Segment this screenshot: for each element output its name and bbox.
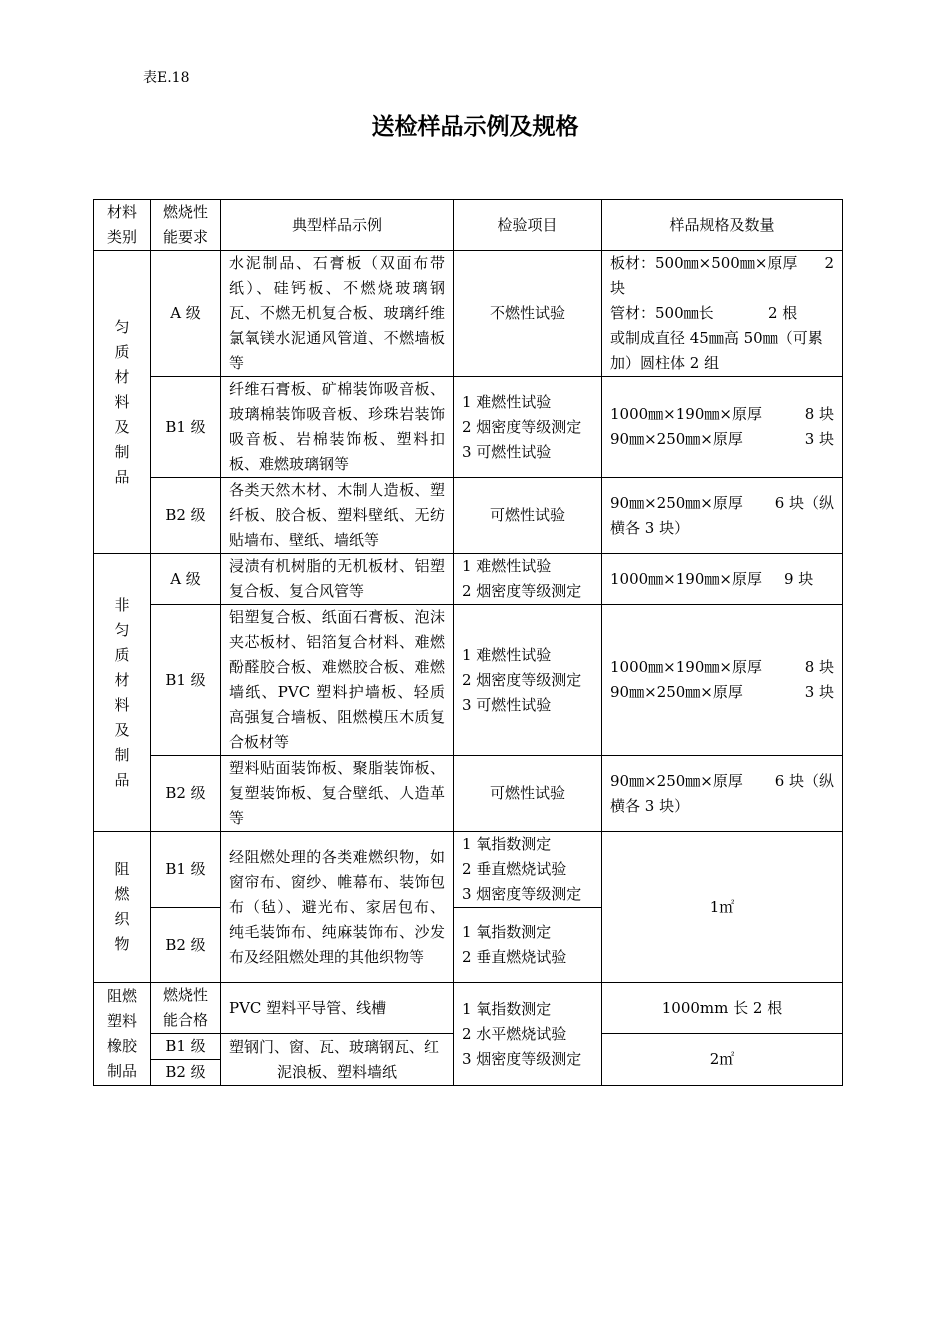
uniform-a-spec-board: 板材：500㎜×500㎜×原厚 [610,254,798,272]
nonuniform-category-text: 非匀质材料及制品 [114,595,130,789]
sample-spec-table [93,199,843,1086]
plastic-b-spec: 2㎡ [602,1034,843,1086]
nonuniform-b1-tests [454,605,602,756]
uniform-b1-spec-line-2 [610,427,834,452]
nonuniform-b1-spec-line-2 [610,680,834,705]
uniform-b2-grade: B2 级 [151,478,221,554]
header-tests: 检验项目 [454,200,602,251]
uniform-a-spec [602,251,843,377]
nonuniform-b2-spec-line-2: 横各 3 块） [610,796,690,815]
header-requirement-line-1: 燃烧性 [162,203,208,221]
plastic-b-examples-line-1: 塑钢门、窗、瓦、玻璃钢瓦、红 [229,1037,440,1056]
nonuniform-b1-spec-size-2: 90㎜×250㎜×原厚 [610,683,743,701]
uniform-b1-test-2: 2 烟密度等级测定 [462,417,582,436]
uniform-a-spec-line-1 [610,251,834,276]
plastic-category-line-3: 橡胶 [106,1037,137,1055]
plastic-qualified-grade-line-1: 燃烧性 [162,986,208,1004]
fabric-b1-test-3: 3 烟密度等级测定 [462,885,582,903]
fabric-b1-tests [454,832,602,908]
fabric-b1-test-1: 1 氧指数测定 [462,835,552,853]
fabric-examples: 经阻燃处理的各类难燃织物，如窗帘布、窗纱、帷幕布、装饰包布（毡）、避光布、家居包布、纯毛装饰布、纯麻装饰布、沙发布及经阻燃处理的其他织物等 [221,832,454,983]
uniform-b2-examples: 各类天然木材、木制人造板、塑纤板、胶合板、塑料壁纸、无纺贴墙布、壁纸、墙纸等 [221,478,454,554]
nonuniform-b2-row [94,756,843,832]
fabric-b2-test-1: 1 氧指数测定 [462,923,552,941]
nonuniform-a-test-2: 2 烟密度等级测定 [462,582,582,600]
header-category-line-2: 类别 [106,228,137,246]
nonuniform-a-spec [602,554,843,605]
uniform-b2-spec-qty: 6 块（纵 [774,493,834,512]
uniform-b2-spec-line-1 [610,491,834,516]
fabric-b1-test-2: 2 垂直燃烧试验 [462,860,567,878]
nonuniform-b1-spec-qty-1: 8 块 [804,658,834,676]
uniform-a-grade: A 级 [151,251,221,377]
plastic-b-examples-line-2: 泥浪板、塑料墙纸 [276,1062,397,1081]
plastic-test-3: 3 烟密度等级测定 [462,1049,582,1068]
nonuniform-a-row [94,554,843,605]
uniform-a-row [94,251,843,377]
plastic-b-examples [221,1034,454,1086]
nonuniform-b2-grade: B2 级 [151,756,221,832]
uniform-a-examples: 水泥制品、石膏板（双面布带纸）、硅钙板、不燃烧玻璃钢瓦、不燃无机复合板、玻璃纤维氯氧镁水泥通风管道、不燃墙板等 [221,251,454,377]
uniform-b2-row [94,478,843,554]
nonuniform-a-test-1: 1 难燃性试验 [462,557,552,575]
uniform-b1-spec-size-2: 90㎜×250㎜×原厚 [610,430,743,448]
plastic-b2-grade: B2 级 [151,1060,221,1086]
plastic-b1-grade: B1 级 [151,1034,221,1060]
nonuniform-b1-examples: 铝塑复合板、纸面石膏板、泡沫夹芯板材、铝箔复合材料、难燃酚醛胶合板、难燃胶合板、难燃墙纸、PVC 塑料护墙板、轻质高强复合墙板、阻燃模压木质复合板材等 [221,605,454,756]
uniform-b1-test-3: 3 可燃性试验 [462,442,552,461]
plastic-category [94,983,151,1086]
nonuniform-b1-spec-size-1: 1000㎜×190㎜×原厚 [610,658,762,676]
plastic-qualified-grade-line-2: 能合格 [162,1011,208,1029]
table-number: 表E.18 [143,70,190,86]
uniform-b1-test-1: 1 难燃性试验 [462,392,552,411]
uniform-b1-spec-size-1: 1000㎜×190㎜×原厚 [610,405,762,423]
uniform-b2-test: 可燃性试验 [454,478,602,554]
uniform-a-test: 不燃性试验 [454,251,602,377]
uniform-a-spec-pipe: 管材：500㎜长 [610,304,714,322]
nonuniform-a-spec-size: 1000㎜×190㎜×原厚 [610,569,762,588]
uniform-b2-spec-line-2: 横各 3 块） [610,518,690,537]
uniform-a-spec-board-qty: 2 [824,254,834,272]
nonuniform-a-examples: 浸渍有机树脂的无机板材、铝塑复合板、复合风管等 [221,554,454,605]
header-category-line-1: 材料 [106,203,137,221]
plastic-qualified-grade [151,983,221,1034]
nonuniform-b2-test: 可燃性试验 [454,756,602,832]
plastic-tests [454,983,602,1086]
fabric-b1-row [94,832,843,908]
uniform-b1-spec-qty-2: 3 块 [804,430,834,448]
nonuniform-b1-test-2: 2 烟密度等级测定 [462,670,582,689]
uniform-b1-row [94,377,843,478]
plastic-category-line-4: 制品 [106,1062,137,1080]
nonuniform-a-spec-line [610,567,834,592]
document-title: 送检样品示例及规格 [371,114,579,140]
fabric-category [94,832,151,983]
uniform-b2-spec-size: 90㎜×250㎜×原厚 [610,493,743,512]
uniform-a-spec-line-3 [610,301,834,326]
plastic-test-1: 1 氧指数测定 [462,999,552,1018]
nonuniform-a-spec-qty: 9 块 [784,569,814,588]
fabric-b2-test-2: 2 垂直燃烧试验 [462,948,567,966]
header-examples: 典型样品示例 [221,200,454,251]
nonuniform-a-grade: A 级 [151,554,221,605]
plastic-category-line-1: 阻燃 [106,987,137,1005]
uniform-a-spec-pipe-qty: 2 根 [768,304,798,322]
fabric-b2-grade: B2 级 [151,908,221,983]
fabric-spec: 1㎡ [602,832,843,983]
uniform-a-spec-unit: 块 [610,279,626,297]
nonuniform-category [94,554,151,832]
nonuniform-b1-spec [602,605,843,756]
nonuniform-b2-examples: 塑料贴面装饰板、聚脂装饰板、复塑装饰板、复合壁纸、人造革等 [221,756,454,832]
nonuniform-b1-grade: B1 级 [151,605,221,756]
uniform-b1-examples: 纤维石膏板、矿棉装饰吸音板、玻璃棉装饰吸音板、珍珠岩装饰吸音板、岩棉装饰板、塑料扣板、难燃玻璃钢等 [221,377,454,478]
header-requirement [151,200,221,251]
uniform-b1-spec-line-1 [610,402,834,427]
nonuniform-b1-test-3: 3 可燃性试验 [462,695,552,714]
nonuniform-b1-test-1: 1 难燃性试验 [462,645,552,664]
nonuniform-b2-spec-qty: 6 块（纵 [774,771,834,790]
uniform-b1-spec-qty-1: 8 块 [804,405,834,423]
plastic-qualified-examples: PVC 塑料平导管、线槽 [221,983,454,1034]
uniform-b1-tests [454,377,602,478]
nonuniform-b2-spec [602,756,843,832]
fabric-b1-grade: B1 级 [151,832,221,908]
plastic-qualified-row [94,983,843,1034]
uniform-b1-spec [602,377,843,478]
header-row [94,200,843,251]
plastic-test-2: 2 水平燃烧试验 [462,1024,567,1043]
uniform-a-spec-cylinder: 或制成直径 45㎜高 50㎜（可累加）圆柱体 2 组 [610,329,823,372]
header-category [94,200,151,251]
plastic-category-line-2: 塑料 [106,1012,137,1030]
nonuniform-b1-row [94,605,843,756]
header-spec: 样品规格及数量 [602,200,843,251]
uniform-b2-spec [602,478,843,554]
plastic-qualified-spec: 1000mm 长 2 根 [602,983,843,1034]
uniform-category [94,251,151,554]
nonuniform-b2-spec-line-1 [610,769,834,794]
nonuniform-a-tests [454,554,602,605]
uniform-b1-grade: B1 级 [151,377,221,478]
nonuniform-b2-spec-size: 90㎜×250㎜×原厚 [610,771,743,790]
uniform-category-text: 匀质材料及制品 [114,317,130,486]
fabric-b2-tests [454,908,602,983]
nonuniform-b1-spec-line-1 [610,655,834,680]
nonuniform-b1-spec-qty-2: 3 块 [804,683,834,701]
fabric-category-text: 阻燃织物 [114,860,130,953]
header-requirement-line-2: 能要求 [162,228,208,246]
